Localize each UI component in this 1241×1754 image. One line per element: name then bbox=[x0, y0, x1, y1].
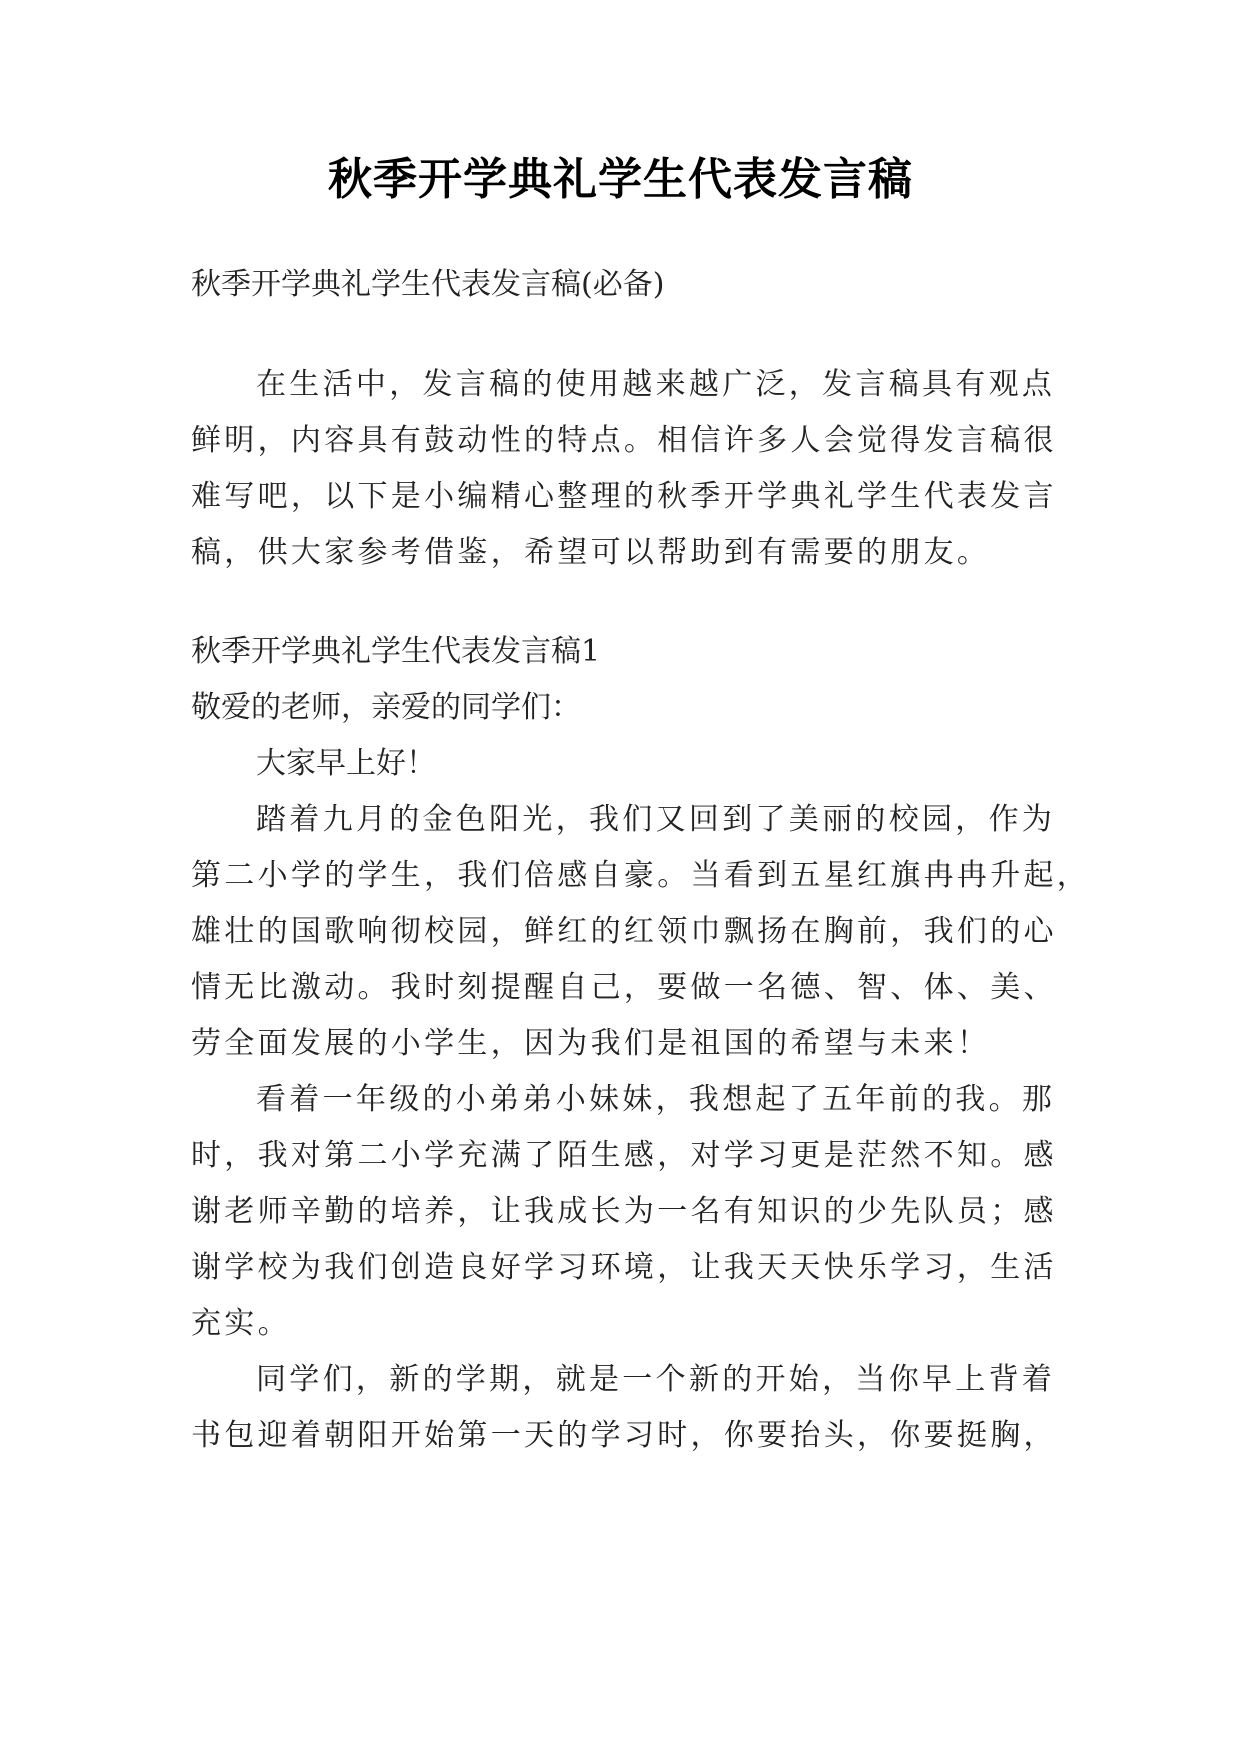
intro-line: 在生活中，发言稿的使用越来越广泛，发言稿具有观点 bbox=[256, 367, 1056, 402]
paragraph-line: 书包迎着朝阳开始第一天的学习时，你要抬头，你要挺胸， bbox=[191, 1418, 1057, 1453]
paragraph-line: 劳全面发展的小学生，因为我们是祖国的希望与未来！ bbox=[191, 1026, 991, 1061]
intro-line: 鲜明，内容具有鼓动性的特点。相信许多人会觉得发言稿很 bbox=[191, 423, 1057, 458]
document-title: 秋季开学典礼学生代表发言稿 bbox=[328, 154, 913, 205]
paragraph-line: 谢学校为我们创造良好学习环境，让我天天快乐学习，生活 bbox=[191, 1250, 1057, 1285]
paragraph-line: 时，我对第二小学充满了陌生感，对学习更是茫然不知。感 bbox=[191, 1138, 1057, 1173]
paragraph-line: 第二小学的学生，我们倍感自豪。当看到五星红旗冉冉升起， bbox=[191, 858, 1091, 893]
intro-line: 难写吧，以下是小编精心整理的秋季开学典礼学生代表发言 bbox=[191, 479, 1057, 514]
paragraph-line: 情无比激动。我时刻提醒自己，要做一名德、智、体、美、 bbox=[191, 970, 1057, 1005]
paragraph-line: 充实。 bbox=[191, 1306, 291, 1341]
paragraph-line: 同学们，新的学期，就是一个新的开始，当你早上背着 bbox=[256, 1362, 1056, 1397]
salutation: 敬爱的老师，亲爱的同学们： bbox=[191, 690, 581, 725]
paragraph-line: 谢老师辛勤的培养，让我成长为一名有知识的少先队员；感 bbox=[191, 1194, 1057, 1229]
section-heading: 秋季开学典礼学生代表发言稿1 bbox=[191, 634, 601, 669]
document-subtitle: 秋季开学典礼学生代表发言稿(必备) bbox=[191, 267, 665, 302]
paragraph-line: 雄壮的国歌响彻校园，鲜红的红领巾飘扬在胸前，我们的心 bbox=[191, 914, 1057, 949]
greeting: 大家早上好！ bbox=[256, 746, 436, 781]
paragraph-line: 踏着九月的金色阳光，我们又回到了美丽的校园，作为 bbox=[256, 802, 1056, 837]
intro-line: 稿，供大家参考借鉴，希望可以帮助到有需要的朋友。 bbox=[191, 535, 991, 570]
paragraph-line: 看着一年级的小弟弟小妹妹，我想起了五年前的我。那 bbox=[256, 1082, 1056, 1117]
